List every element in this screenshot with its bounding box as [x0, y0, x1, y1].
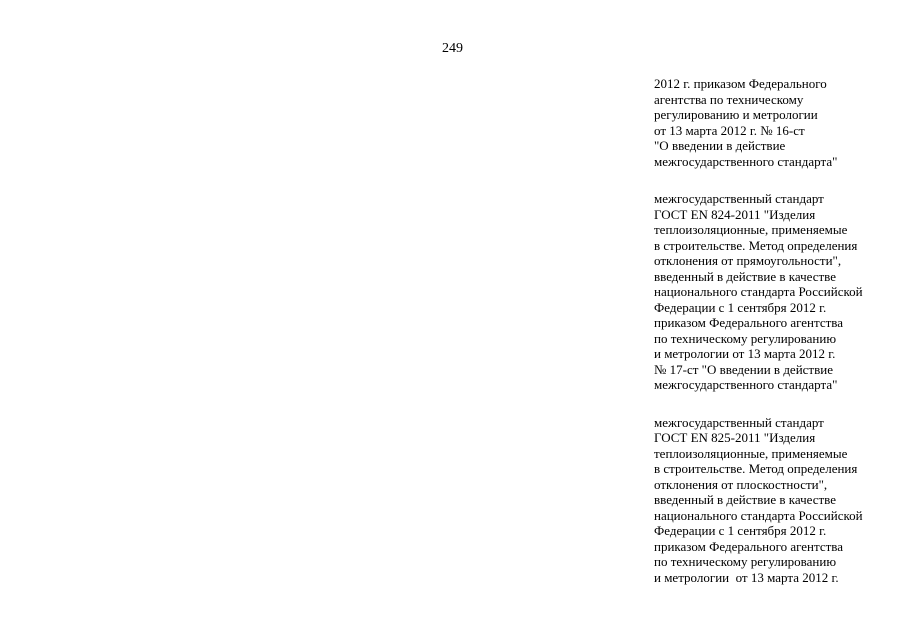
text-line: агентства по техническому [654, 91, 804, 107]
text-line: в строительстве. Метод определения [654, 461, 858, 476]
text-line: в строительстве. Метод определения [654, 237, 858, 253]
text-line: приказом Федерального агентства [654, 315, 844, 330]
text-line: отклонения от прямоугольности", [654, 253, 842, 268]
paragraph-order-16 [654, 76, 894, 169]
text-line: введенный в действие в качестве [654, 268, 837, 284]
text-line: теплоизоляционные, применяемые [654, 222, 848, 237]
text-column [654, 76, 894, 607]
text-line: и метрологии от 13 марта 2012 г. [654, 569, 839, 585]
paragraph-gost-en-824 [654, 191, 894, 393]
text-line: введенный в действие в качестве [654, 492, 837, 507]
text-line: по техническому регулированию [654, 330, 837, 346]
text-line: приказом Федерального агентства [654, 538, 844, 554]
text-line: по техническому регулированию [654, 554, 837, 569]
text-line: межгосударственного стандарта" [654, 153, 838, 169]
text-line: теплоизоляционные, применяемые [654, 445, 848, 461]
text-line: ГОСТ EN 824-2011 "Изделия [654, 206, 816, 222]
text-line: Федерации с 1 сентября 2012 г. [654, 523, 827, 538]
page-number: 249 [442, 41, 463, 56]
text-line: Федерации с 1 сентября 2012 г. [654, 299, 827, 315]
text-line: "О введении в действие [654, 138, 786, 153]
text-line: ГОСТ EN 825-2011 "Изделия [654, 430, 816, 445]
text-line: № 17-ст "О введении в действие [654, 361, 833, 377]
text-line: регулированию и метрологии [654, 107, 818, 122]
text-line: 2012 г. приказом Федерального [654, 76, 827, 91]
text-line: национального стандарта Российской [654, 284, 863, 299]
text-line: межгосударственного стандарта" [654, 377, 838, 392]
text-line: межгосударственный стандарт [654, 414, 824, 430]
text-line: межгосударственный стандарт [654, 191, 824, 206]
text-line: и метрологии от 13 марта 2012 г. [654, 346, 836, 361]
text-line: отклонения от плоскостности", [654, 476, 828, 492]
paragraph-gost-en-825 [654, 415, 894, 586]
text-line: национального стандарта Российской [654, 507, 863, 523]
text-line: от 13 марта 2012 г. № 16-ст [654, 122, 805, 138]
